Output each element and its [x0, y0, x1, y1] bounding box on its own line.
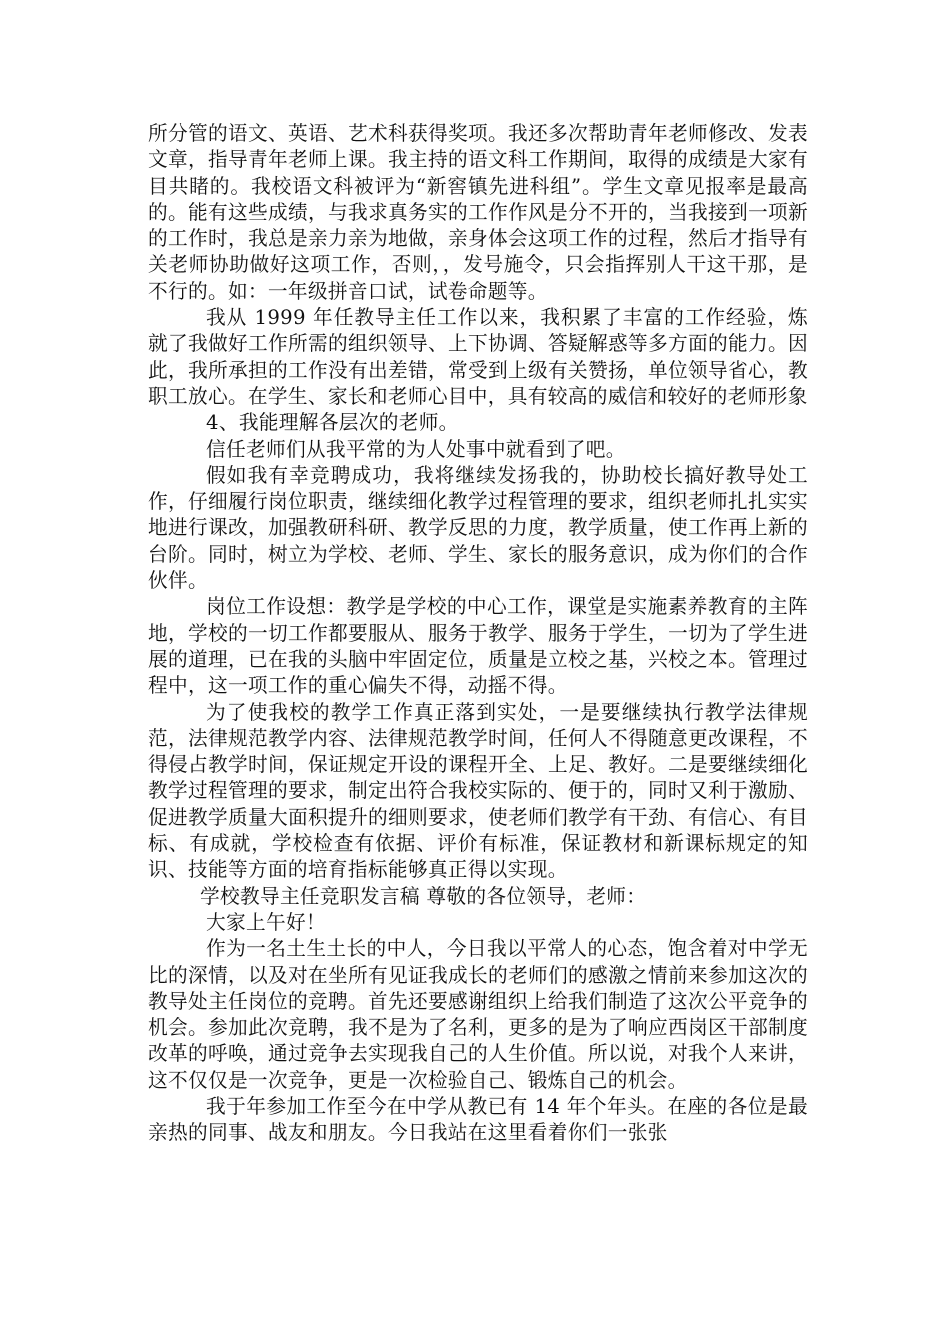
- paragraph-9: 我于年参加工作至今在中学从教已有 14 年个年头。在座的各位是最亲热的同事、战友和朋友。今日我站在这里看着你们一张张: [148, 1094, 808, 1145]
- paragraph-4: 信任老师们从我平常的为人处事中就看到了吧。: [206, 437, 626, 461]
- speech-title: 学校教导主任竞职发言稿 尊敬的各位领导，老师：: [200, 884, 647, 908]
- document-body: [148, 121, 808, 1147]
- paragraph-1: 所分管的语文、英语、艺术科获得奖项。我还多次帮助青年老师修改、发表文章，指导青年老师上课。我主持的语文科工作期间，取得的成绩是大家有目共睹的。我校语文科被评为“新窖镇先进科组”。学生文章见报率是最高的。能有这些成绩，与我求真务实的工作作风是分不开的，当我接到一项新的工作时，我总是亲力亲为地做，亲身体会这项工作的过程，然后才指导有关老师协助做好这项工作，否则，，发号施令，只会指挥别人干这干那，是不行的。如：一年级拼音口试，试卷命题等。: [148, 122, 808, 303]
- greeting: 大家上午好！: [206, 910, 326, 934]
- paragraph-5: 假如我有幸竞聘成功，我将继续发扬我的，协助校长搞好教导处工作，仔细履行岗位职责，继续细化教学过程管理的要求，组织老师扎扎实实地进行课改，加强教研科研、教学反思的力度，教学质量，使工作再上新的台阶。同时，树立为学校、老师、学生、家长的服务意识，成为你们的合作伙伴。: [148, 463, 808, 593]
- paragraph-8: 作为一名土生土长的中人，今日我以平常人的心态，饱含着对中学无比的深情，以及对在坐所有见证我成长的老师们的感激之情前来参加这次的教导处主任岗位的竞聘。首先还要感谢组织上给我们制造了这次公平竞争的机会。参加此次竞聘，我不是为了名利，更多的是为了响应西岗区干部制度改革的呼唤，通过竞争去实现我自己的人生价值。所以说，对我个人来讲，这不仅仅是一次竞争，更是一次检验自己、锻炼自己的机会。: [148, 937, 808, 1092]
- paragraph-6: 岗位工作设想：教学是学校的中心工作，课堂是实施素养教育的主阵地，学校的一切工作都要服从、服务于教学、服务于学生，一切为了学生进展的道理，已在我的头脑中牢固定位，质量是立校之基，兴校之本。管理过程中，这一项工作的重心偏失不得，动摇不得。: [148, 595, 808, 698]
- paragraph-2: 我从 1999 年任教导主任工作以来，我积累了丰富的工作经验，炼就了我做好工作所需的组织领导、上下协调、答疑解惑等多方面的能力。因此，我所承担的工作没有出差错，常受到上级有关赞扬，单位领导省心，教职工放心。在学生、家长和老师心目中，具有较高的威信和较好的老师形象: [148, 306, 808, 408]
- paragraph-7: 为了使我校的教学工作真正落到实处，一是要继续执行教学法律规范，法律规范教学内容、法律规范教学时间，任何人不得随意更改课程，不得侵占教学时间，保证规定开设的课程开全、上足、教好。二是要继续细化教学过程管理的要求，制定出符合我校实际的、便于的，同时又利于激励、促进教学质量大面积提升的细则要求，使老师们教学有干劲、有信心、有目标、有成就，学校检查有依据、评价有标准，保证教材和新课标规定的知识、技能等方面的培育指标能够真正得以实现。: [148, 700, 808, 882]
- paragraph-3: 4、我能理解各层次的老师。: [206, 411, 459, 435]
